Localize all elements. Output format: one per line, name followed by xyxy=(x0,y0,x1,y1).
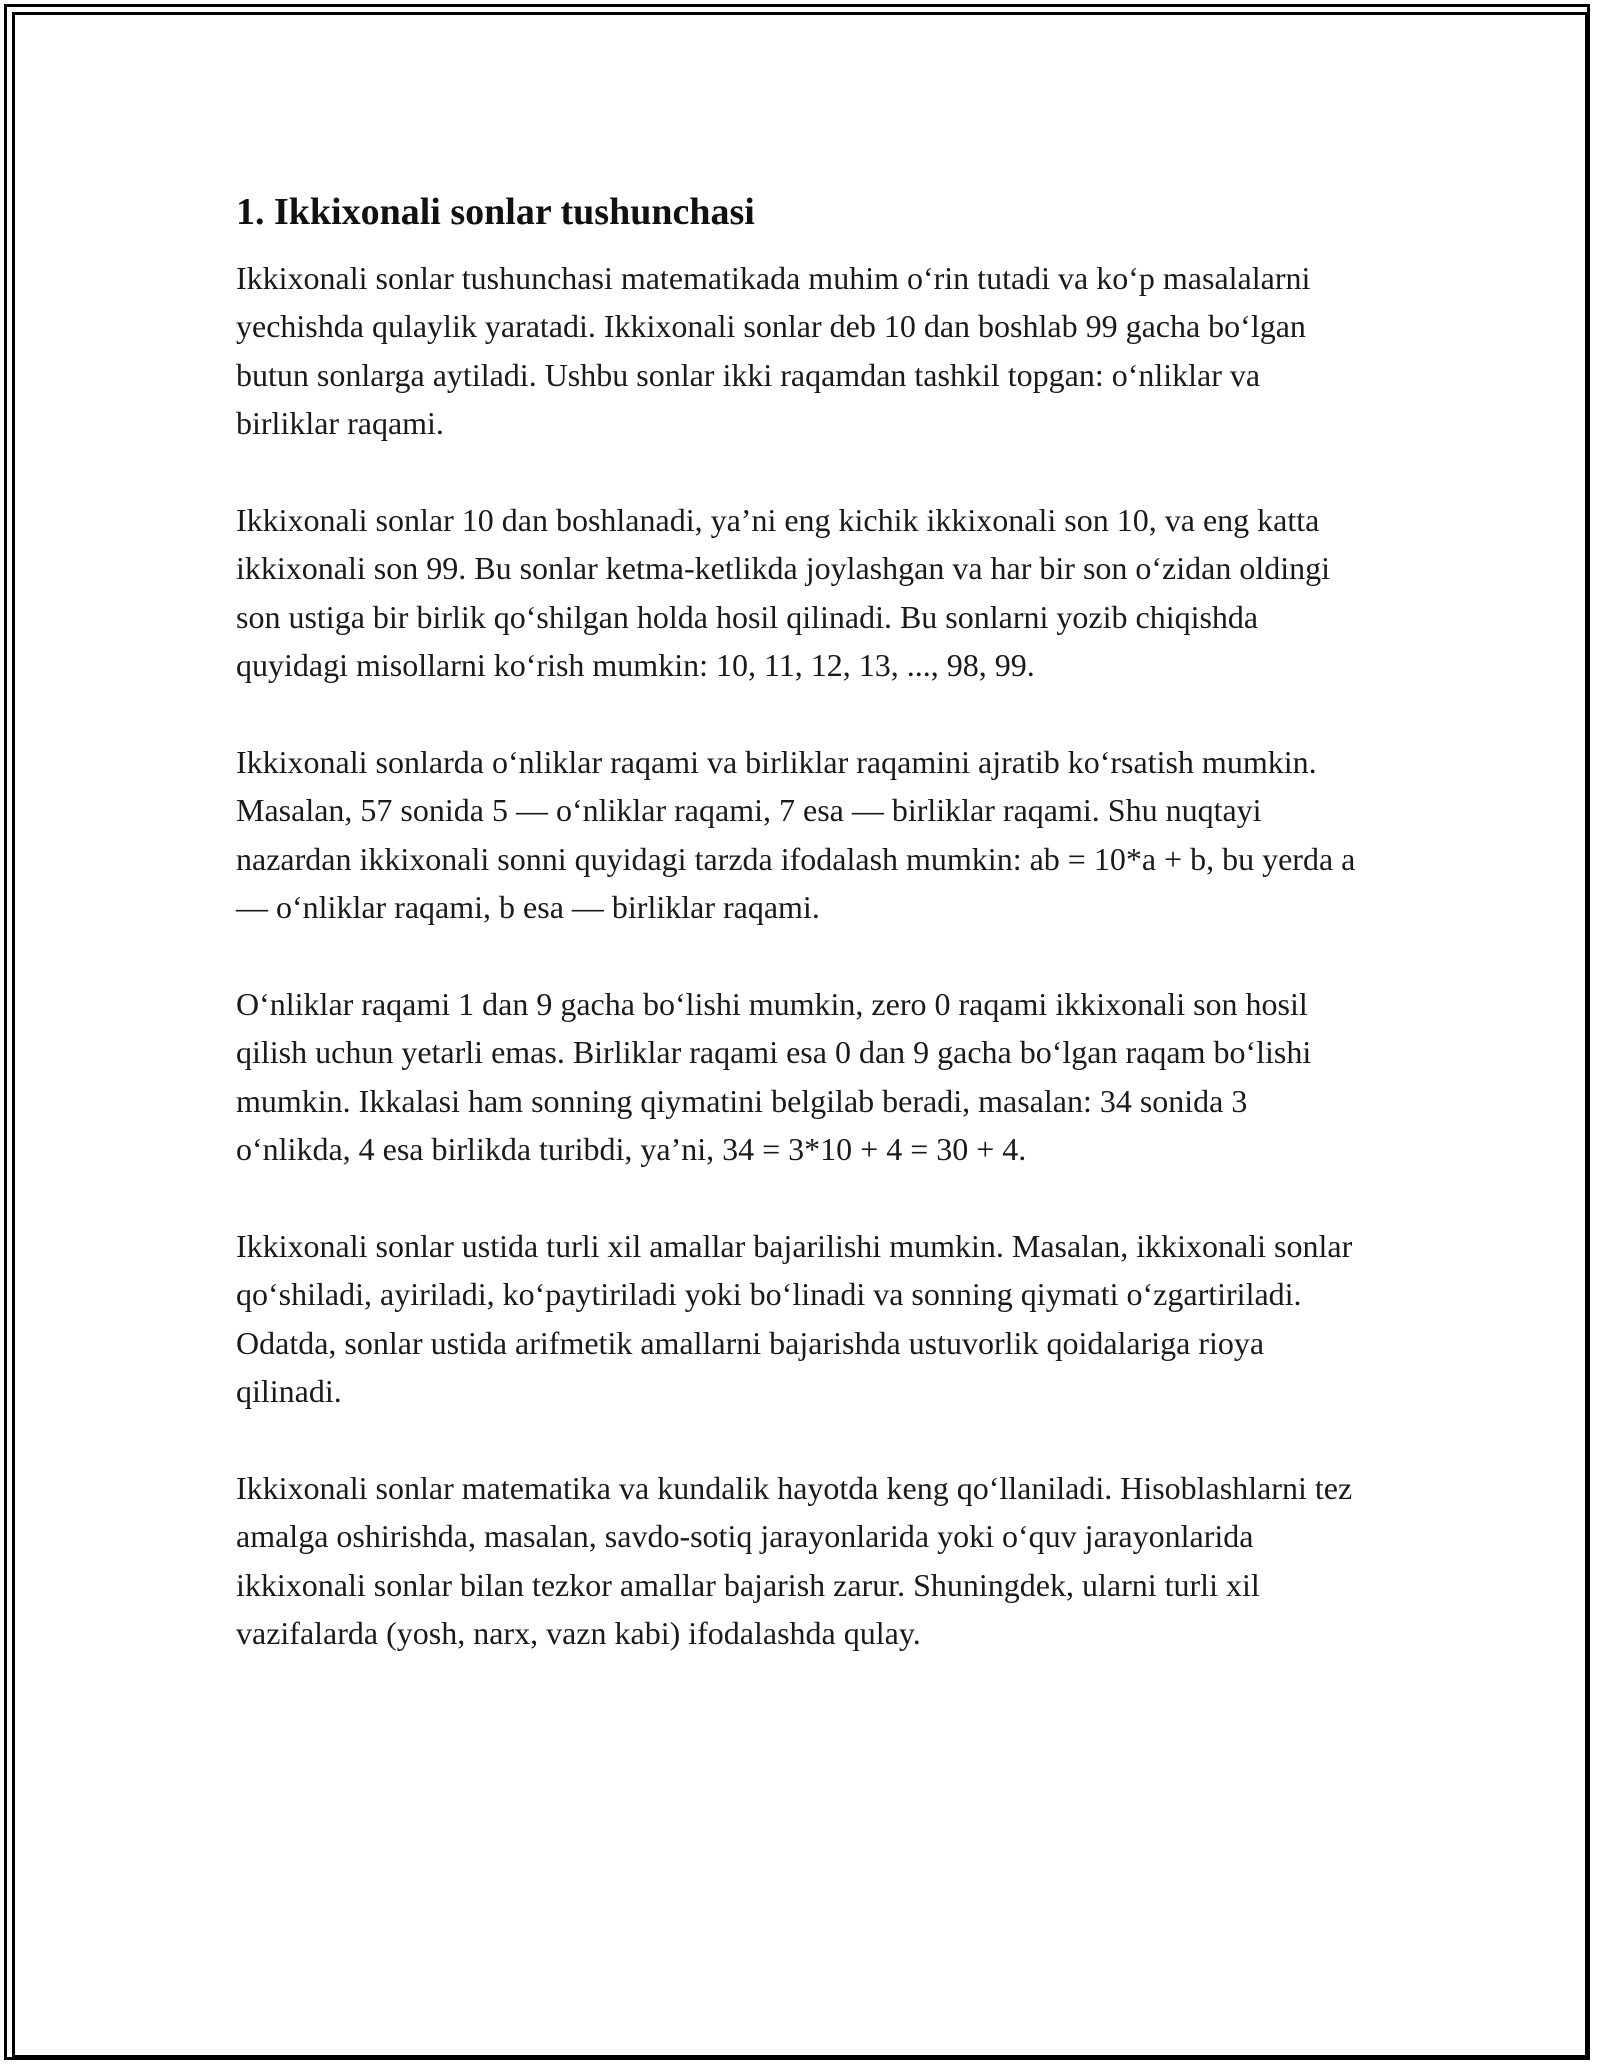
paragraph-6: Ikkixonali sonlar matematika va kundalik hayotda keng qo‘llaniladi. Hisoblashlarni tez amalga oshirishda, masalan, savdo-sotiq jarayonlarida yoki o‘quv jarayonlarida ikkixonali sonlar bilan tezkor amallar bajarish zarur. Shuningdek, ularni turli xil vazifalarda (yosh, narx, vazn kabi) ifodalashda qulay. xyxy=(236,1470,1353,1652)
paragraph-4: O‘nliklar raqami 1 dan 9 gacha bo‘lishi mumkin, zero 0 raqami ikkixonali son hosil qilish uchun yetarli emas. Birliklar raqami esa 0 dan 9 gacha bo‘lgan raqam bo‘lishi mumkin. Ikkalasi ham sonning qiymatini belgilab beradi, masalan: 34 sonida 3 o‘nlikda, 4 esa birlikda turibdi, ya’ni, 34 = 3*10 + 4 = 30 + 4. xyxy=(236,986,1312,1168)
paragraph-3: Ikkixonali sonlarda o‘nliklar raqami va birliklar raqamini ajratib ko‘rsatish mumkin. Masalan, 57 sonida 5 — o‘nliklar raqami, 7 esa — birliklar raqami. Shu nuqtayi nazardan ikkixonali sonni quyidagi tarzda ifodalash mumkin: ab = 10*a + b, bu yerda a — o‘nliklar raqami, b esa — birliklar raqami. xyxy=(236,744,1356,926)
paragraph-5: Ikkixonali sonlar ustida turli xil amallar bajarilishi mumkin. Masalan, ikkixonali sonlar qo‘shiladi, ayiriladi, ko‘paytiriladi yoki bo‘linadi va sonning qiymati o‘zgartiriladi. Odatda, sonlar ustida arifmetik amallarni bajarishda ustuvorlik qoidalariga rioya qilinadi. xyxy=(236,1228,1353,1410)
paragraph-1: Ikkixonali sonlar tushunchasi matematikada muhim o‘rin tutadi va ko‘p masalalarni yechishda qulaylik yaratadi. Ikkixonali sonlar deb 10 dan boshlab 99 gacha bo‘lgan butun sonlarga aytiladi. Ushbu sonlar ikki raqamdan tashkil topgan: o‘nliklar va birliklar raqami. xyxy=(236,260,1311,442)
paragraph-2: Ikkixonali sonlar 10 dan boshlanadi, ya’ni eng kichik ikkixonali son 10, va eng katta ikkixonali son 99. Bu sonlar ketma-ketlikda joylashgan va har bir son o‘zidan oldingi son ustiga bir birlik qo‘shilgan holda hosil qilinadi. Bu sonlarni yozib chiqishda quyidagi misollarni ko‘rish mumkin: 10, 11, 12, 13, ..., 98, 99. xyxy=(236,502,1331,684)
section-heading: 1. Ikkixonali sonlar tushunchasi xyxy=(236,191,755,233)
document-body xyxy=(236,186,1366,1706)
